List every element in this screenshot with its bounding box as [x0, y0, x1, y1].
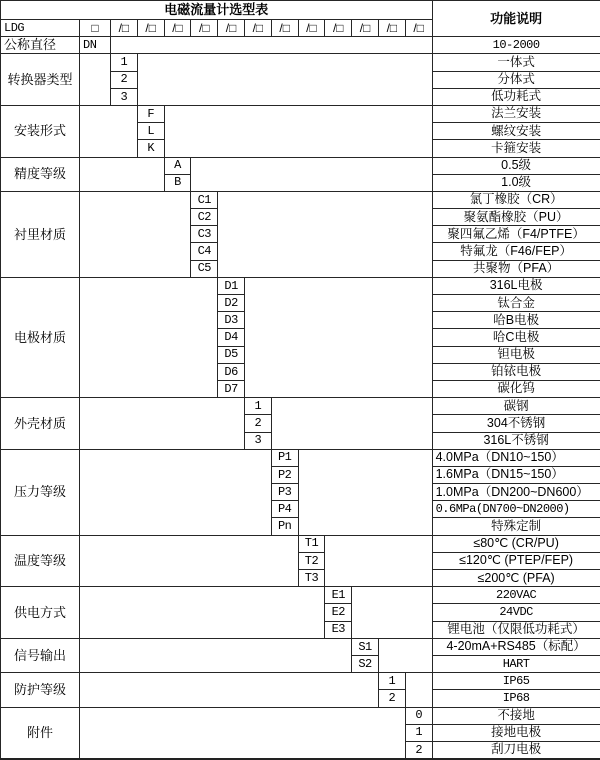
category-desc: 刮刀电极 — [432, 741, 600, 759]
spacer-cell — [80, 535, 299, 587]
category-desc: 铂铱电极 — [432, 363, 600, 380]
table-title: 电磁流量计选型表 — [1, 1, 433, 20]
category-code: D6 — [218, 363, 245, 380]
category-code: P4 — [271, 501, 298, 518]
category-desc: 碳化钨 — [432, 380, 600, 397]
model-slot: /□ — [271, 20, 298, 37]
spacer-cell — [111, 37, 433, 54]
category-code: 3 — [244, 432, 271, 449]
spacer-cell — [80, 638, 352, 672]
model-slot: /□ — [191, 20, 218, 37]
category-desc: 法兰安装 — [432, 105, 600, 122]
category-label: 衬里材质 — [1, 191, 80, 277]
category-code: 2 — [111, 71, 138, 88]
spacer-cell — [80, 105, 138, 157]
category-code: E2 — [325, 604, 352, 621]
category-desc: 一体式 — [432, 54, 600, 71]
category-code: D5 — [218, 346, 245, 363]
category-desc: 螺纹安装 — [432, 123, 600, 140]
category-code: A — [164, 157, 191, 174]
category-desc: 4.0MPa（DN10~150） — [432, 449, 600, 466]
category-desc: 卡箍安装 — [432, 140, 600, 157]
category-desc: 接地电极 — [432, 724, 600, 741]
model-box: □ — [80, 20, 111, 37]
spacer-cell — [271, 398, 432, 450]
category-desc: 0.6MPa(DN700~DN2000) — [432, 501, 600, 518]
spacer-cell — [80, 449, 272, 535]
category-desc: 0.5级 — [432, 157, 600, 174]
category-code: S1 — [352, 638, 379, 655]
category-code: 2 — [244, 415, 271, 432]
category-code: 1 — [111, 54, 138, 71]
spacer-cell — [325, 535, 432, 587]
category-label: 供电方式 — [1, 587, 80, 639]
category-code: C2 — [191, 209, 218, 226]
category-code: T2 — [298, 552, 325, 569]
category-code: 2 — [405, 741, 432, 759]
category-label: 防护等级 — [1, 673, 80, 707]
category-label: 安装形式 — [1, 105, 80, 157]
category-code: D7 — [218, 380, 245, 397]
category-code: E1 — [325, 587, 352, 604]
category-label: 附件 — [1, 707, 80, 759]
category-code: P3 — [271, 484, 298, 501]
category-desc: HART — [432, 655, 600, 672]
category-code: T3 — [298, 570, 325, 587]
model-slot: /□ — [244, 20, 271, 37]
category-label: 精度等级 — [1, 157, 80, 191]
category-desc: 1.6MPa（DN15~150） — [432, 466, 600, 483]
category-code: 1 — [405, 724, 432, 741]
category-desc: IP68 — [432, 690, 600, 707]
category-label: 温度等级 — [1, 535, 80, 587]
category-desc: 碳钢 — [432, 398, 600, 415]
spacer-cell — [137, 54, 432, 106]
category-code: D3 — [218, 312, 245, 329]
category-label: 信号输出 — [1, 638, 80, 672]
category-code: C1 — [191, 191, 218, 208]
category-code: Pn — [271, 518, 298, 535]
category-desc: 锂电池（仅限低功耗式） — [432, 621, 600, 638]
category-desc: 10-2000 — [432, 37, 600, 54]
spacer-cell — [378, 638, 432, 672]
model-slot: /□ — [405, 20, 432, 37]
category-desc: 聚氨酯橡胶（PU） — [432, 209, 600, 226]
spacer-cell — [164, 105, 432, 157]
category-desc: 1.0MPa（DN200~DN600） — [432, 484, 600, 501]
category-desc: ≤80℃ (CR/PU) — [432, 535, 600, 552]
model-slot: /□ — [164, 20, 191, 37]
category-desc: 不接地 — [432, 707, 600, 724]
category-desc: 聚四氟乙烯（F4/PTFE） — [432, 226, 600, 243]
category-code: L — [137, 123, 164, 140]
spacer-cell — [80, 54, 111, 106]
category-code: F — [137, 105, 164, 122]
category-code: D4 — [218, 329, 245, 346]
spacer-cell — [80, 398, 245, 450]
category-desc: 1.0级 — [432, 174, 600, 191]
category-label: 外壳材质 — [1, 398, 80, 450]
category-code: T1 — [298, 535, 325, 552]
category-code: E3 — [325, 621, 352, 638]
category-desc: 316L电极 — [432, 277, 600, 294]
category-desc: 24VDC — [432, 604, 600, 621]
model-slot: /□ — [218, 20, 245, 37]
spacer-cell — [244, 277, 432, 397]
category-code: S2 — [352, 655, 379, 672]
category-code: C5 — [191, 260, 218, 277]
category-code: C3 — [191, 226, 218, 243]
spacer-cell — [191, 157, 432, 191]
category-code: DN — [80, 37, 111, 54]
category-desc: 220VAC — [432, 587, 600, 604]
spacer-cell — [80, 673, 379, 707]
category-code: D2 — [218, 295, 245, 312]
category-desc: 钛合金 — [432, 295, 600, 312]
category-desc: ≤200℃ (PFA) — [432, 570, 600, 587]
category-code: P2 — [271, 466, 298, 483]
model-prefix: LDG — [1, 20, 80, 37]
category-desc: 低功耗式 — [432, 88, 600, 105]
spacer-cell — [80, 191, 191, 277]
spacer-cell — [80, 157, 165, 191]
spacer-cell — [352, 587, 432, 639]
category-desc: 哈C电极 — [432, 329, 600, 346]
category-code: 2 — [378, 690, 405, 707]
category-code: P1 — [271, 449, 298, 466]
spacer-cell — [80, 277, 218, 397]
category-label: 转换器类型 — [1, 54, 80, 106]
category-desc: 4-20mA+RS485（标配） — [432, 638, 600, 655]
category-desc: 哈B电极 — [432, 312, 600, 329]
model-slot: /□ — [137, 20, 164, 37]
model-slot: /□ — [325, 20, 352, 37]
category-desc: IP65 — [432, 673, 600, 690]
category-desc: 304不锈钢 — [432, 415, 600, 432]
category-code: 0 — [405, 707, 432, 724]
category-desc: 氯丁橡胶（CR） — [432, 191, 600, 208]
category-desc: 分体式 — [432, 71, 600, 88]
function-header: 功能说明 — [432, 1, 600, 37]
model-slot: /□ — [298, 20, 325, 37]
category-desc: 特殊定制 — [432, 518, 600, 535]
category-desc: ≤120℃ (PTEP/FEP) — [432, 552, 600, 569]
category-code: K — [137, 140, 164, 157]
category-code: 1 — [378, 673, 405, 690]
category-label: 压力等级 — [1, 449, 80, 535]
category-desc: 钽电极 — [432, 346, 600, 363]
model-slot: /□ — [352, 20, 379, 37]
model-slot: /□ — [111, 20, 138, 37]
category-code: B — [164, 174, 191, 191]
model-slot: /□ — [378, 20, 405, 37]
category-desc: 共聚物（PFA） — [432, 260, 600, 277]
category-desc: 特氟龙（F46/FEP） — [432, 243, 600, 260]
category-desc: 316L不锈钢 — [432, 432, 600, 449]
spacer-cell — [80, 707, 406, 759]
category-label: 电极材质 — [1, 277, 80, 397]
category-code: 1 — [244, 398, 271, 415]
spacer-cell — [298, 449, 432, 535]
category-code: C4 — [191, 243, 218, 260]
spacer-cell — [218, 191, 432, 277]
category-code: 3 — [111, 88, 138, 105]
category-label: 公称直径 — [1, 37, 80, 54]
spacer-cell — [405, 673, 432, 707]
category-code: D1 — [218, 277, 245, 294]
spacer-cell — [80, 587, 325, 639]
